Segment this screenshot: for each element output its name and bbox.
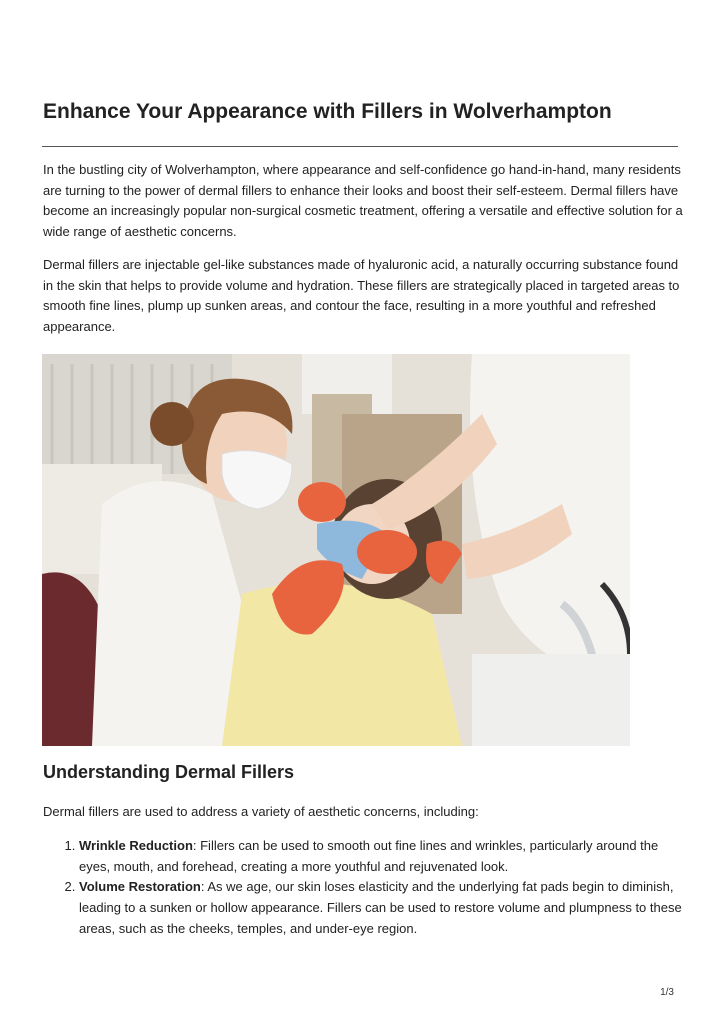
- list-item: [79, 877, 683, 939]
- treatment-photo: [42, 354, 630, 746]
- list-item-term: Volume Restoration: [79, 879, 201, 895]
- list-item: [79, 836, 683, 877]
- intro-paragraph: In the bustling city of Wolverhampton, where appearance and self-confidence go hand-in-hand, many residents are turning to the power of dermal fillers to enhance their looks and boost their self-esteem. Dermal fillers have become an increasingly popular non-surgical cosmetic treatment, offering a versatile and effective solution for a wide range of aesthetic concerns.: [43, 162, 683, 240]
- title-divider: [42, 146, 678, 147]
- list-item-term: Wrinkle Reduction: [79, 838, 193, 853]
- practitioner-right-trousers: [472, 654, 630, 746]
- list-item-text: : As we age, our skin loses elasticity and the underlying fat pads begin to diminish, leading to a sunken or hollow appearance. Fillers can be used to restore volume and plumpness to these areas, such as the cheeks, temples, and under-eye region.: [79, 879, 682, 936]
- list-item-text: : Fillers can be used to smooth out fine lines and wrinkles, particularly around the eyes, mouth, and forehead, creating a more youthful and rejuvenated look.: [79, 838, 659, 874]
- page-number: 1/3: [660, 987, 674, 998]
- glove-upper: [298, 482, 346, 522]
- photo-illustration: [42, 354, 630, 746]
- page-title: Enhance Your Appearance with Fillers in Wolverhampton: [43, 100, 612, 123]
- description-paragraph: Dermal fillers are injectable gel-like substances made of hyaluronic acid, a naturally occurring substance found in the skin that helps to provide volume and hydration. These fillers are strategically placed in targeted areas to smooth fine lines, plump up sunken areas, and contour the face, resulting in a more youthful and refreshed appearance.: [43, 257, 680, 335]
- glove-right: [357, 530, 417, 574]
- section-intro: Dermal fillers are used to address a variety of aesthetic concerns, including:: [43, 804, 479, 819]
- hair-bun: [150, 402, 194, 446]
- dental-chair: [42, 572, 102, 746]
- section-heading: Understanding Dermal Fillers: [43, 762, 295, 782]
- concerns-list: [43, 836, 683, 940]
